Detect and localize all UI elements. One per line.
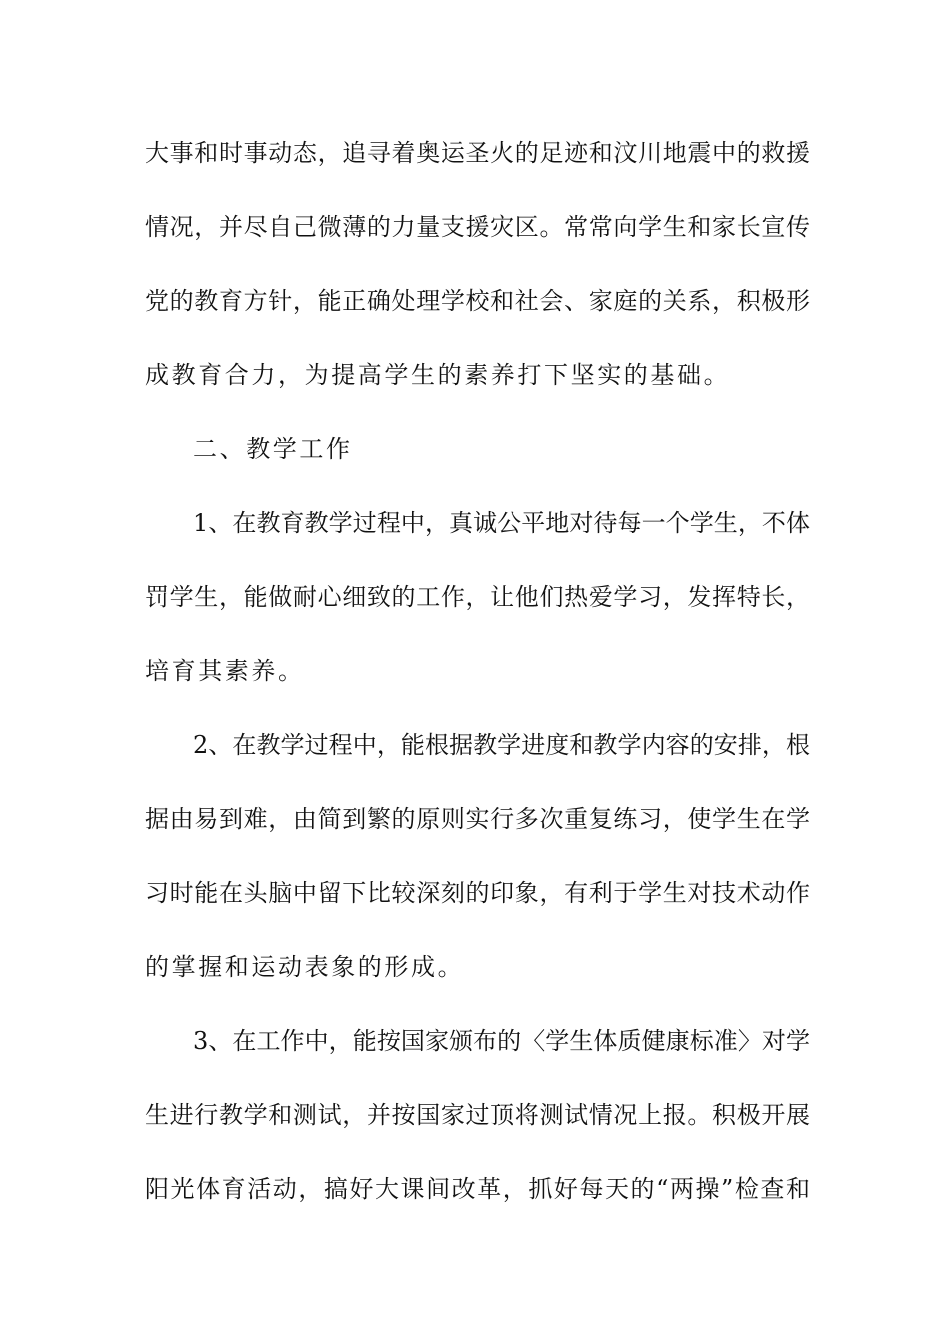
- text-line: 1、在教育教学过程中，真诚公平地对待每一个学生，不体: [193, 509, 810, 537]
- text-line: 2、在教学过程中，能根据教学进度和教学内容的安排，根: [193, 731, 810, 759]
- text-line: 据由易到难，由简到繁的原则实行多次重复练习，使学生在学: [145, 805, 810, 833]
- text-line: 阳光体育活动，搞好大课间改革，抓好每天的“两操”检查和: [145, 1175, 810, 1203]
- text-line: 二、教学工作: [193, 435, 353, 463]
- text-line: 大事和时事动态，追寻着奥运圣火的足迹和汶川地震中的救援: [145, 139, 810, 167]
- text-line: 情况，并尽自己微薄的力量支援灾区。常常向学生和家长宣传: [145, 213, 810, 241]
- text-line: 生进行教学和测试，并按国家过顶将测试情况上报。积极开展: [145, 1101, 810, 1129]
- document-body: [145, 128, 810, 1238]
- text-line: 党的教育方针，能正确处理学校和社会、家庭的关系，积极形: [145, 287, 810, 315]
- text-line: 的掌握和运动表象的形成。: [145, 953, 465, 981]
- text-line: 培育其素养。: [145, 657, 305, 685]
- text-line: 3、在工作中，能按国家颁布的〈学生体质健康标准〉对学: [193, 1027, 810, 1055]
- text-line: 罚学生，能做耐心细致的工作，让他们热爱学习，发挥特长，: [145, 583, 810, 611]
- text-line: 成教育合力，为提高学生的素养打下坚实的基础。: [145, 361, 731, 389]
- text-line: 习时能在头脑中留下比较深刻的印象，有利于学生对技术动作: [145, 879, 810, 907]
